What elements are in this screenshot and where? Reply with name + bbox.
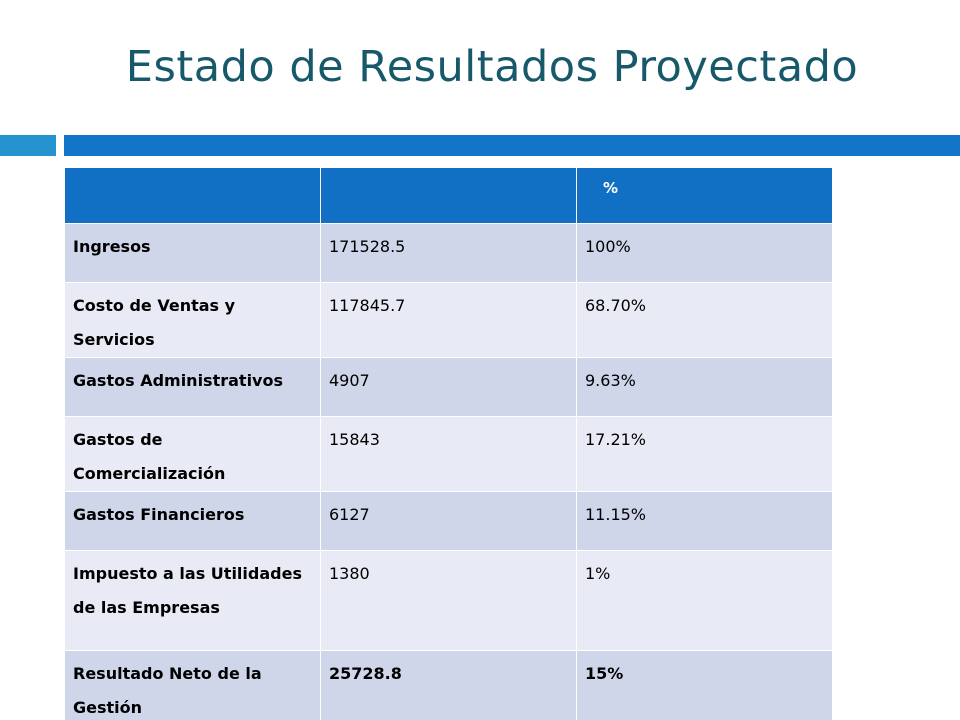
row-amount: 171528.5 — [321, 224, 577, 283]
header-cell-amount — [321, 168, 577, 224]
row-label: Resultado Neto de la Gestión — [65, 651, 321, 720]
table-row — [65, 283, 833, 358]
row-label: Costo de Ventas y Servicios — [65, 283, 321, 358]
row-percent: 11.15% — [577, 492, 833, 551]
row-percent: 100% — [577, 224, 833, 283]
table-row — [65, 417, 833, 492]
row-percent: 15% — [577, 651, 833, 720]
table-row — [65, 651, 833, 720]
row-amount: 4907 — [321, 358, 577, 417]
row-label: Gastos Financieros — [65, 492, 321, 551]
table-row — [65, 358, 833, 417]
income-statement-table — [64, 167, 833, 720]
table-row — [65, 224, 833, 283]
row-percent: 68.70% — [577, 283, 833, 358]
header-cell-percent: % — [577, 168, 833, 224]
table-row — [65, 551, 833, 651]
row-percent: 1% — [577, 551, 833, 651]
row-amount: 117845.7 — [321, 283, 577, 358]
row-percent: 17.21% — [577, 417, 833, 492]
table-row — [65, 492, 833, 551]
row-amount: 15843 — [321, 417, 577, 492]
slide-title: Estado de Resultados Proyectado — [125, 42, 859, 92]
header-cell-concept — [65, 168, 321, 224]
accent-bar-large — [64, 135, 960, 156]
row-amount: 6127 — [321, 492, 577, 551]
table-header-row — [65, 168, 833, 224]
row-label: Ingresos — [65, 224, 321, 283]
row-label: Impuesto a las Utilidades de las Empresas — [65, 551, 321, 651]
row-label: Gastos de Comercialización — [65, 417, 321, 492]
row-amount: 25728.8 — [321, 651, 577, 720]
row-amount: 1380 — [321, 551, 577, 651]
row-label: Gastos Administrativos — [65, 358, 321, 417]
accent-bar-small — [0, 135, 56, 156]
row-percent: 9.63% — [577, 358, 833, 417]
